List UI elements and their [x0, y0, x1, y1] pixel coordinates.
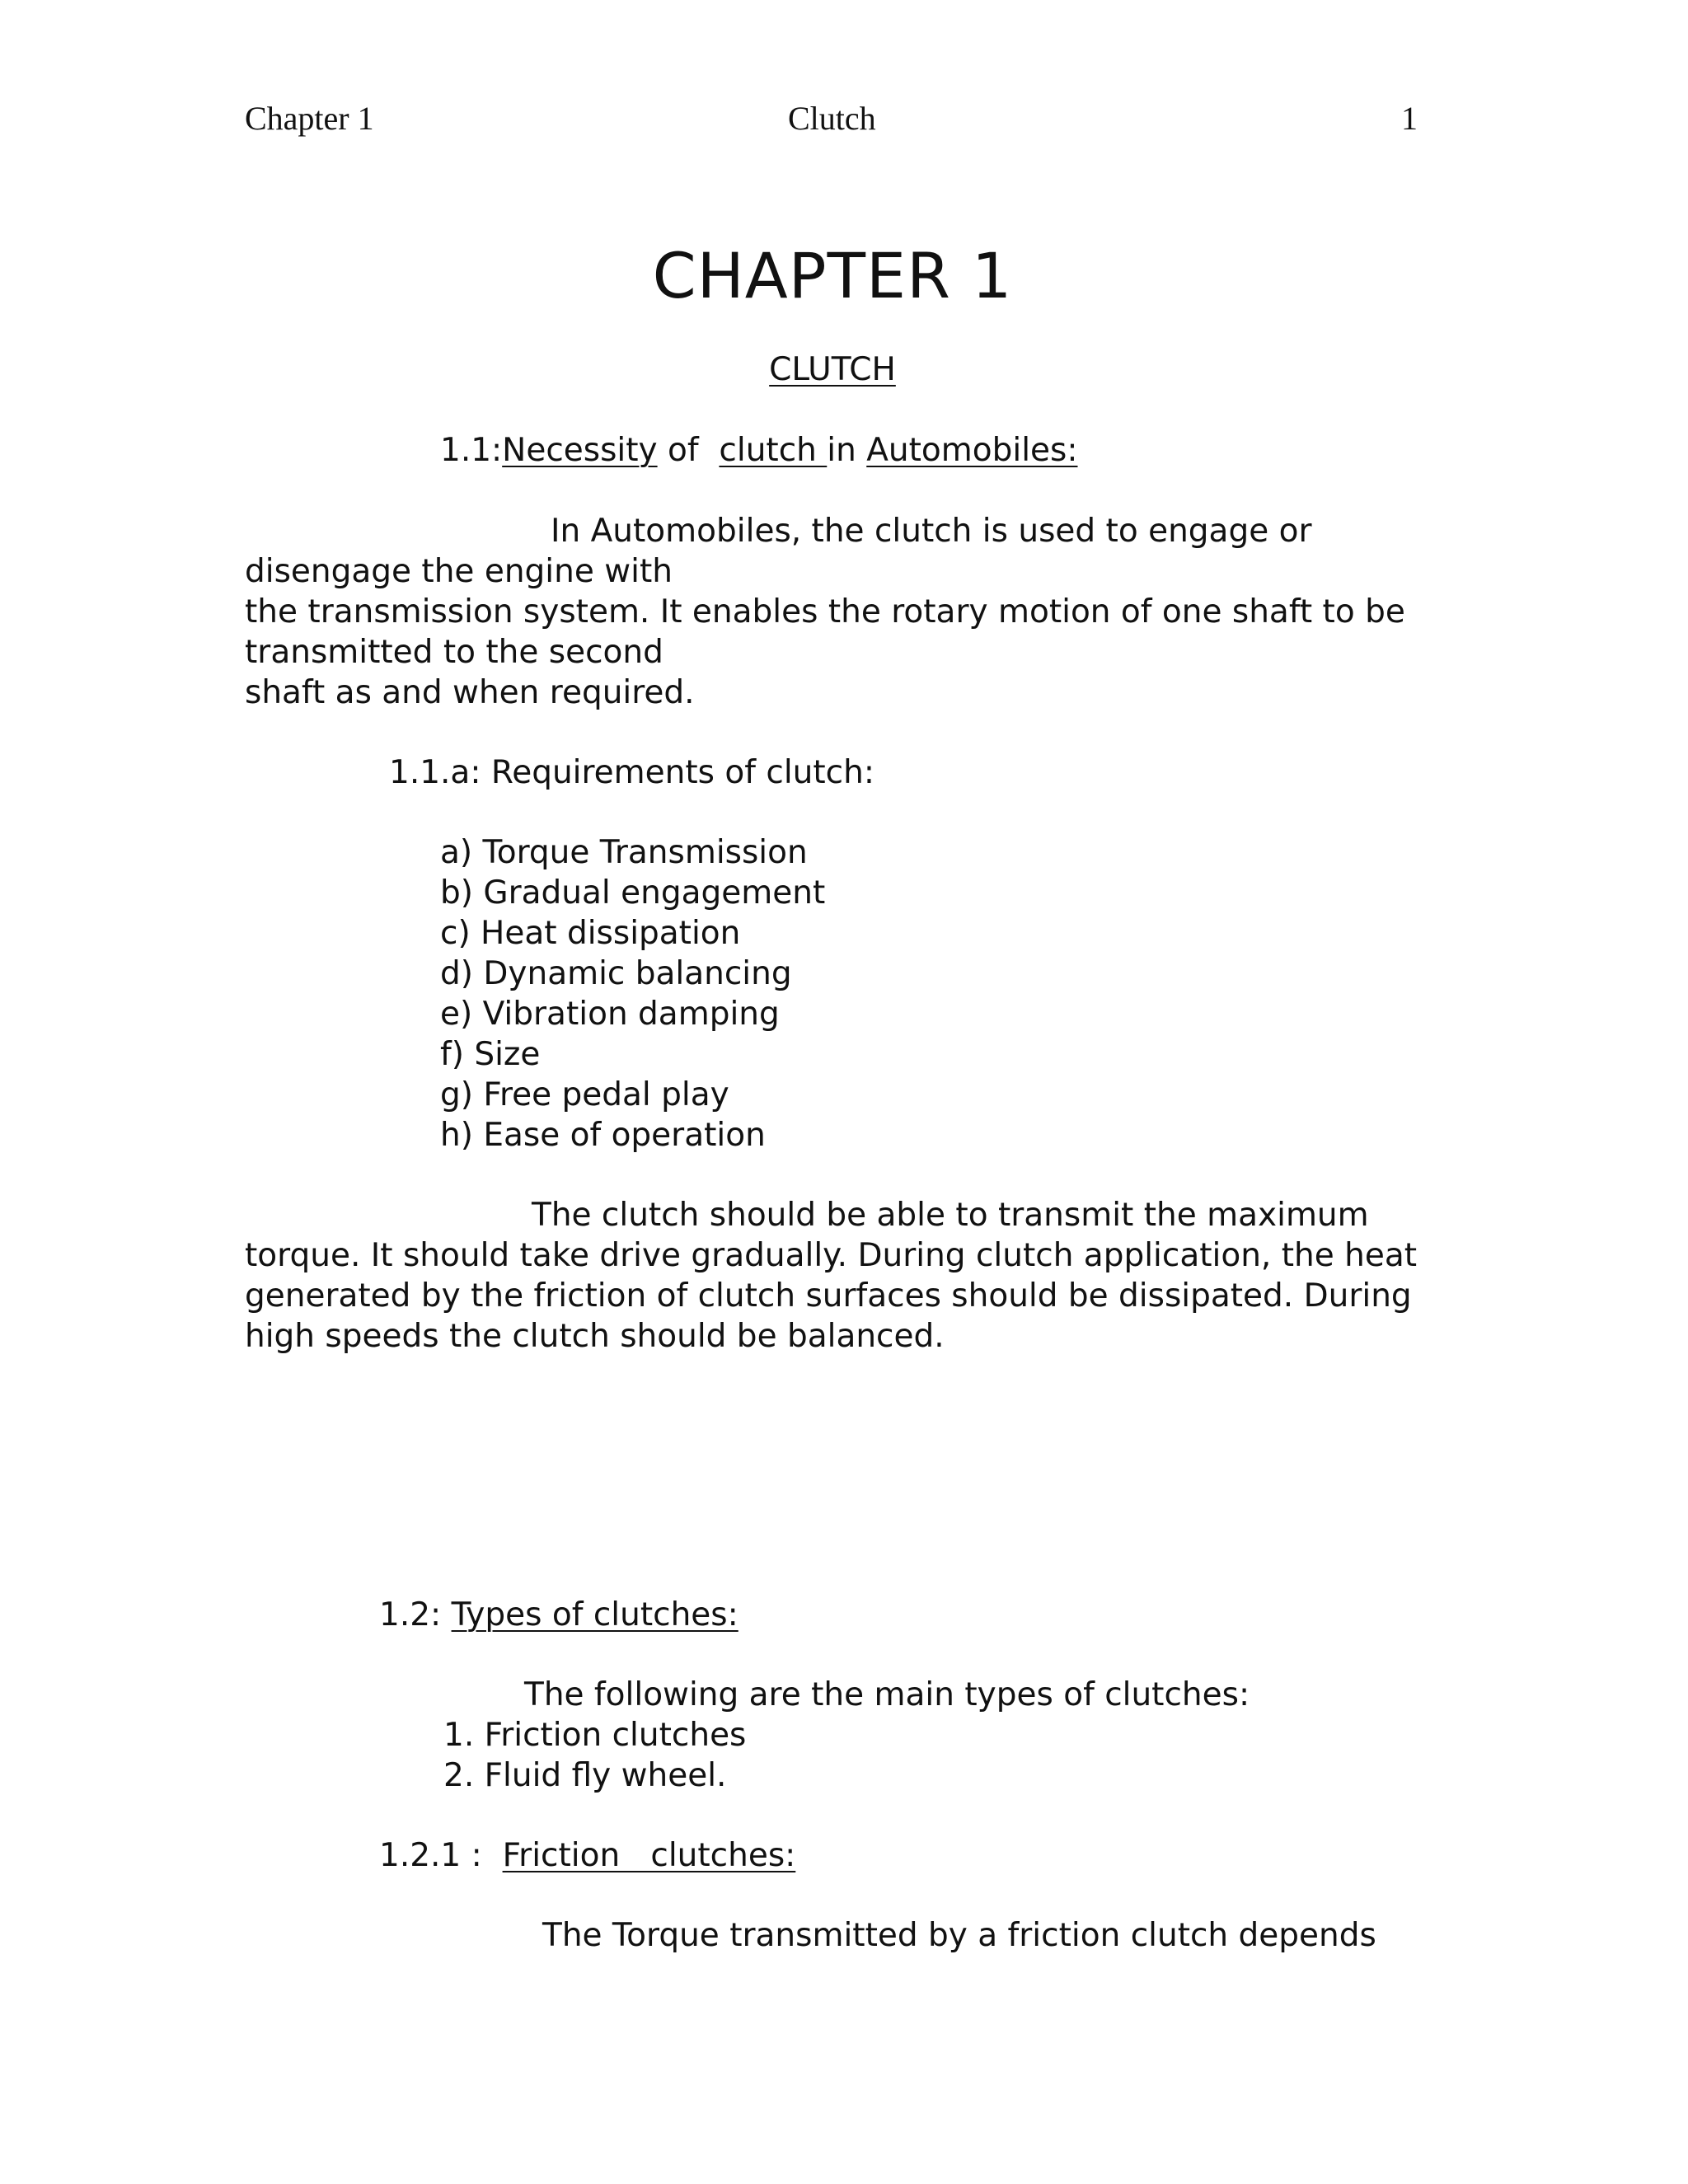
- paragraph-line: high speeds the clutch should be balanced.: [245, 1318, 945, 1355]
- list-item: d) Dynamic balancing: [440, 955, 792, 992]
- header-topic-label: Clutch: [788, 100, 876, 137]
- list-item: a) Torque Transmission: [440, 834, 808, 871]
- list-item: 2. Fluid fly wheel.: [443, 1757, 727, 1794]
- paragraph-line: The Torque transmitted by a friction clutch depends: [542, 1917, 1376, 1954]
- paragraph-line: torque. It should take drive gradually. During clutch application, the heat: [245, 1237, 1418, 1274]
- chapter-subtitle: [0, 349, 1665, 390]
- section-number: 1.1:: [440, 432, 503, 469]
- paragraph-line: shaft as and when required.: [245, 674, 695, 711]
- section-intro: The following are the main types of clutches:: [524, 1676, 1250, 1713]
- heading-word-in: in: [827, 432, 867, 469]
- heading-word-clutch: clutch: [719, 432, 828, 469]
- section-number: 1.2.1 :: [379, 1837, 503, 1874]
- list-item: c) Heat dissipation: [440, 915, 741, 952]
- section-title: Types of clutches:: [451, 1596, 738, 1633]
- section-title: Friction clutches:: [502, 1837, 796, 1874]
- section-1-1-heading: [440, 430, 1078, 471]
- paragraph-line: generated by the friction of clutch surfaces should be dissipated. During: [245, 1277, 1412, 1315]
- header-page-number: 1: [1401, 100, 1418, 137]
- section-1-2-heading: [379, 1595, 738, 1635]
- list-item: f) Size: [440, 1036, 541, 1073]
- list-item: g) Free pedal play: [440, 1076, 729, 1113]
- section-1-2-1-heading: [379, 1835, 795, 1876]
- list-item: b) Gradual engagement: [440, 874, 826, 912]
- paragraph-line: the transmission system. It enables the rotary motion of one shaft to be: [245, 593, 1405, 630]
- section-number: 1.2:: [379, 1596, 452, 1633]
- chapter-subtitle-text: CLUTCH: [769, 351, 896, 388]
- section-1-1-a-heading: 1.1.a: Requirements of clutch:: [389, 754, 874, 791]
- paragraph-line: disengage the engine with: [245, 553, 673, 590]
- list-item: h) Ease of operation: [440, 1117, 766, 1154]
- paragraph-line: In Automobiles, the clutch is used to engage or: [551, 513, 1312, 550]
- list-item: 1. Friction clutches: [443, 1717, 747, 1754]
- heading-word-of: of: [657, 432, 710, 469]
- header-chapter-label: Chapter 1: [245, 100, 374, 137]
- paragraph-line: The clutch should be able to transmit the maximum: [532, 1197, 1369, 1234]
- list-item: e) Vibration damping: [440, 996, 780, 1033]
- heading-word-automobiles: Automobiles:: [866, 432, 1078, 469]
- paragraph-line: transmitted to the second: [245, 634, 663, 671]
- heading-word-necessity: Necessity: [502, 432, 658, 469]
- chapter-title: CHAPTER 1: [652, 239, 1013, 312]
